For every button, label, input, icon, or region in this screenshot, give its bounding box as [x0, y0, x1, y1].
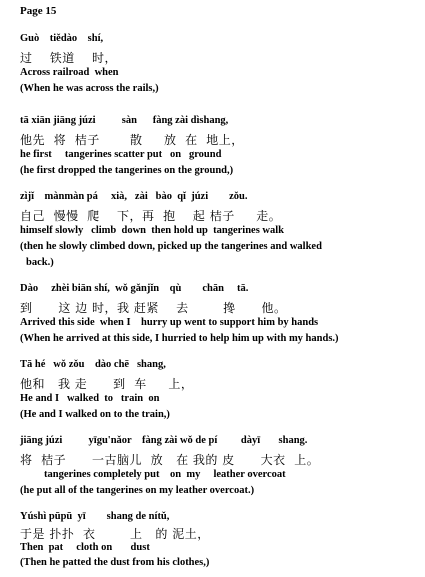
pinyin-line: jiāng júzi yīgu'nǎor fàng zài wǒ de pí dàyī shang. — [20, 435, 308, 446]
pinyin-line: Guò tiědào shí, — [20, 33, 104, 44]
translation-line-continued: back.) — [26, 257, 54, 268]
hanzi-line: 于是 扑扑 衣 上 的 泥土， — [20, 527, 210, 541]
pinyin-line: Yúshì pūpū yī shang de nítǔ, — [20, 511, 170, 522]
gloss-line: Across railroad when — [20, 67, 119, 78]
gloss-line: Arrived this side when I hurry up went to support him by hands — [20, 317, 319, 328]
pinyin-line: Tā hé wǒ zǒu dào chē shang, — [20, 359, 166, 370]
hanzi-line: 他先 将 桔子 散 放 在 地上， — [20, 133, 244, 147]
gloss-line: himself slowly climb down then hold up tangerines walk — [20, 225, 284, 236]
hanzi-line: 自己 慢慢 爬 下，再 抱 起 桔子 走。 — [20, 209, 282, 223]
gloss-line: He and I walked to train on — [20, 393, 160, 404]
page-number: Page 15 — [20, 5, 57, 17]
pinyin-line: Dào zhèi biān shí, wǒ gǎnjǐn qù chān tā. — [20, 283, 249, 294]
translation-line: (Then he patted the dust from his clothes,) — [20, 557, 210, 568]
hanzi-line: 过 铁道 时， — [20, 51, 118, 65]
translation-line: (he first dropped the tangerines on the ground,) — [20, 165, 234, 176]
translation-line: (When he was across the rails,) — [20, 83, 159, 94]
hanzi-line: 将 桔子 一古脑儿 放 在 我的 皮 大衣 上。 — [20, 453, 320, 467]
translation-line: (he put all of the tangerines on my leather overcoat.) — [20, 485, 255, 496]
translation-line: (When he arrived at this side, I hurried to help him up with my hands.) — [20, 333, 339, 344]
translation-line: (He and I walked on to the train,) — [20, 409, 170, 420]
gloss-line: Then pat cloth on dust — [20, 542, 150, 553]
translation-line: (then he slowly climbed down, picked up the tangerines and walked — [20, 241, 322, 252]
gloss-line: he first tangerines scatter put on ground — [20, 149, 222, 160]
gloss-line: tangerines completely put on my leather overcoat — [44, 469, 286, 480]
pinyin-line: zìjǐ mànmàn pá xià, zài bào qǐ júzi zǒu. — [20, 191, 248, 202]
pinyin-line: tā xiān jiāng júzi sàn fàng zài dìshang, — [20, 115, 229, 126]
hanzi-line: 到 这 边 时，我 赶紧 去 搀 他。 — [20, 301, 287, 315]
hanzi-line: 他和 我 走 到 车 上， — [20, 377, 194, 391]
